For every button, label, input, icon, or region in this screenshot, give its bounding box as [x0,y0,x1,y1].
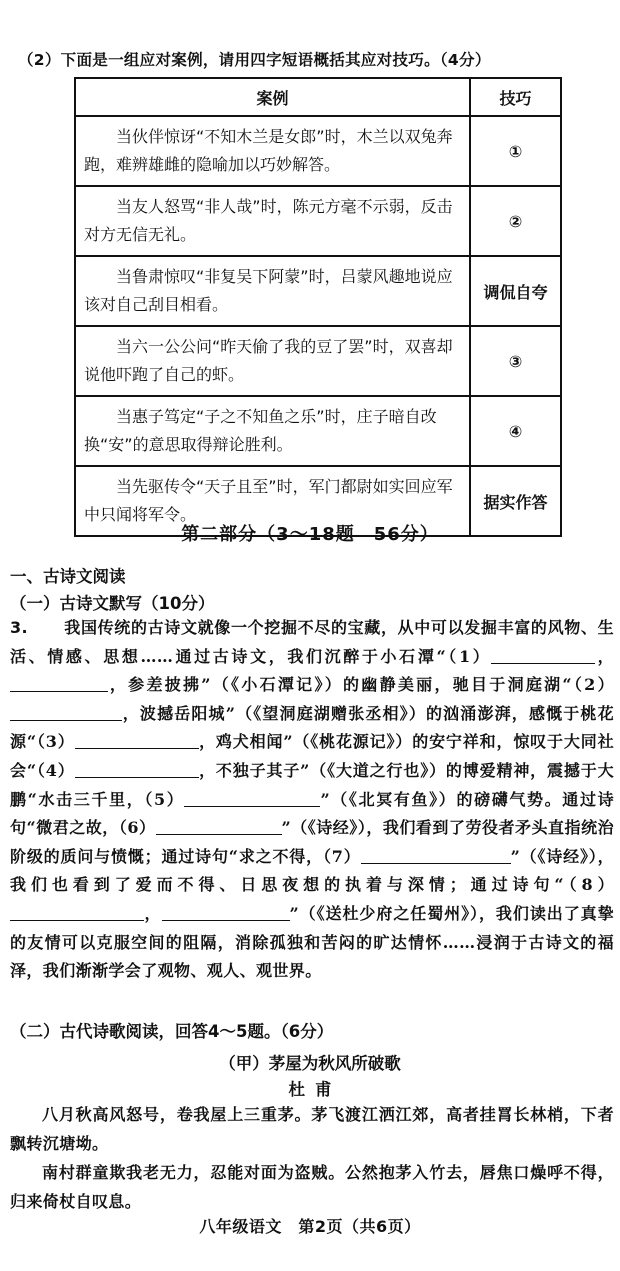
question-2-prompt: （2）下面是一组应对案例，请用四字短语概括其应对技巧。（4分） [18,51,491,69]
case-cell: 当鲁肃惊叹“非复吴下阿蒙”时，吕蒙风趣地说应该对自己刮目相看。 [75,256,470,326]
answer-blank[interactable] [10,704,122,721]
header-case: 案例 [75,78,470,116]
table-row [75,396,561,466]
answer-blank[interactable] [491,647,595,664]
answer-blank[interactable] [75,732,199,749]
question-number: 3. [10,618,29,637]
case-cell: 当先驱传令“天子且至”时，军门都尉如实回应军中只闻将军令。 [75,466,470,536]
poem-stanza: 八月秋高风怒号，卷我屋上三重茅。茅飞渡江洒江郊，高者挂罥长林梢，下者飘转沉塘坳。 [10,1105,614,1153]
question-3-passage: 3. 我国传统的古诗文就像一个挖掘不尽的宝藏，从中可以发掘丰富的风物、生活、情感、思想……通过古诗文，我们沉醉于小石潭“（1） ，，参差披拂”（《小石潭记》）的幽静美丽，驰目于洞庭湖“（2），波撼岳阳城”（《望洞庭湖赠张丞相》）的汹涌澎湃，感慨于桃花源“（3） ，鸡犬相闻”（《桃花源记》）的安宁祥和，惊叹于大同社会“（4） ，不独子其子”（《大道之行也》）的博爱精神，震撼于大鹏“水击三千里，（5） ”（《北冥有鱼》）的磅礴气势。通过诗句“微君之故，（6） ”（《诗经》），我们看到了劳役者矛头直指统治阶级的质问与愤慨；通过诗句“求之不得，（7） ”（《诗经》），我们也看到了爱而不得、日思夜想的执着与深情；通过诗句“（8）， ”（《送杜少府之任蜀州》），我们读出了真挚的友情可以克服空间的阻隔，消除孤独和苦闷的旷达情怀……浸润于古诗文的福泽，我们渐渐学会了观物、观人、观世界。 [10,618,615,981]
answer-blank[interactable] [162,904,290,921]
table-header-row [75,78,561,116]
page-footer: 八年级语文 第2页（共6页） [199,1217,421,1236]
table-row [75,256,561,326]
part-two-title: 第二部分（3～18题 56分） [181,524,439,545]
header-tip: 技巧 [470,78,561,116]
case-table [74,77,562,537]
table-row [75,326,561,396]
poem-title: （甲）茅屋为秋风所破歌 [219,1054,401,1073]
tip-cell: ③ [470,326,561,396]
answer-blank[interactable] [75,761,199,778]
answer-blank[interactable] [10,675,108,692]
case-cell: 当友人怒骂“非人哉”时，陈元方毫不示弱，反击对方无信无礼。 [75,186,470,256]
subsection-heading: （一）古诗文默写（10分） [10,594,215,613]
tip-cell: ④ [470,396,561,466]
table-row [75,116,561,186]
case-cell: 当伙伴惊讶“不知木兰是女郎”时，木兰以双兔奔跑，难辨雄雌的隐喻加以巧妙解答。 [75,116,470,186]
poem-stanza: 南村群童欺我老无力，忍能对面为盗贼。公然抱茅入竹去，唇焦口燥呼不得，归来倚杖自叹息。 [10,1163,614,1211]
tip-cell: 调侃自夸 [470,256,561,326]
tip-cell: 据实作答 [470,466,561,536]
table-row [75,186,561,256]
section-heading: 一、古诗文阅读 [10,567,126,586]
answer-blank[interactable] [361,847,511,864]
poem-body [10,1100,614,1216]
subsection-heading: （二）古代诗歌阅读，回答4～5题。（6分） [10,1022,334,1041]
answer-blank[interactable] [10,904,144,921]
poem-author: 杜甫 [288,1080,342,1099]
tip-cell: ② [470,186,561,256]
case-cell: 当惠子笃定“子之不知鱼之乐”时，庄子暗自改换“安”的意思取得辩论胜利。 [75,396,470,466]
tip-cell: ① [470,116,561,186]
answer-blank[interactable] [184,790,320,807]
case-cell: 当六一公公问“昨天偷了我的豆了罢”时，双喜却说他吓跑了自己的虾。 [75,326,470,396]
answer-blank[interactable] [156,818,282,835]
